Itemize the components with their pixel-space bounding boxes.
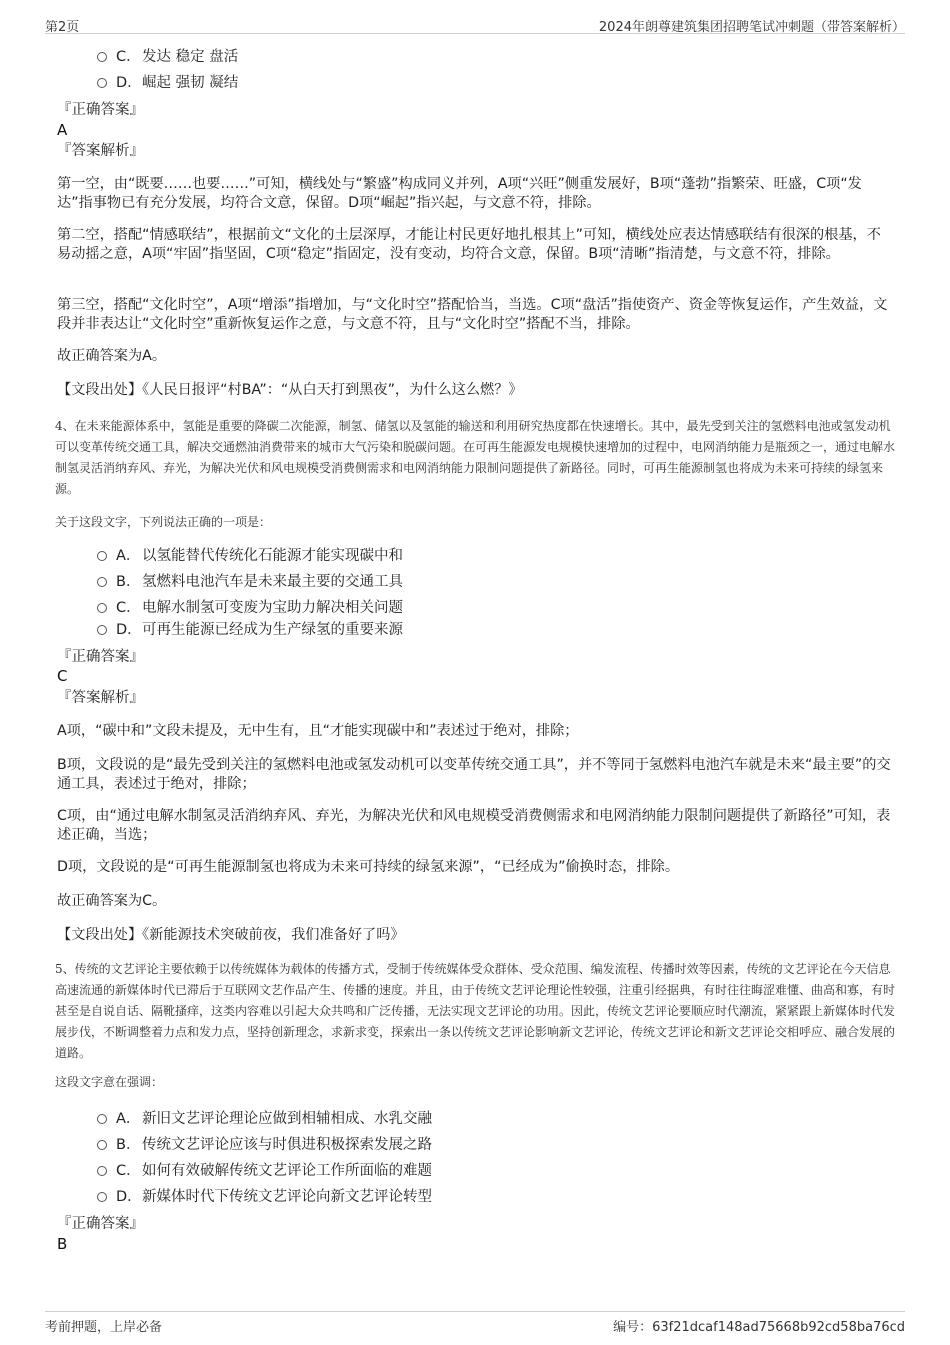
document-code-value: 63f21dcaf148ad75668b92cd58ba76cd <box>652 1320 905 1335</box>
radio-icon[interactable] <box>97 625 107 635</box>
q3-analysis-paragraph: 第三空，搭配“文化时空”，A项“增添”指增加，与“文化时空”搭配恰当，当选。C项“盘活”指使资产、资金等恢复运作，产生效益，文段并非表达让“文化时空”重新恢复运作之意，与文意不符，且与“文化时空”搭配不当，排除。 <box>57 297 888 332</box>
q4-analysis-label: 『答案解析』 <box>57 690 144 706</box>
radio-icon[interactable] <box>97 1192 107 1202</box>
q5-answer: B <box>57 1235 68 1253</box>
document-code-label: 编号： <box>613 1320 653 1335</box>
q4-option-b[interactable]: B． 氢燃料电池汽车是未来最主要的交通工具 <box>97 572 403 592</box>
q5-passage: 5、传统的文艺评论主要依赖于以传统媒体为载体的传播方式，受制于传统媒体受众群体、受众范围、编发流程、传播时效等因素，传统的文艺评论在今天信息高速流通的新媒体时代已滞后于互联网文艺作品产生、传播的速度。并且，由于传统文艺评论理论性较强，注重引经据典，有时往往晦涩难懂、曲高和寡，有时甚至是自说自话、隔靴搔痒，这类内容难以引起大众共鸣和广泛传播，无法实现文艺评论的功用。因此，传统文艺评论要顺应时代潮流，紧紧跟上新媒体时代发展步伐，不断调整着力点和发力点，坚持创新理念，求新求变，探索出一条以传统文艺评论影响新文艺评论，传统文艺评论和新文艺评论交相呼应、融合发展的道路。 <box>55 962 896 1060</box>
q3-analysis-paragraph: 第一空，由“既要……也要……”可知，横线处与“繁盛”构成同义并列，A项“兴旺”侧重发展好，B项“蓬勃”指繁荣、旺盛，C项“发达”指事物已有充分发展，均符合文意，保留。D项“崛起”指兴起，与文意不符，排除。 <box>57 176 862 211</box>
q3-option-d[interactable]: D．崛起 强韧 凝结 <box>97 73 238 93</box>
q4-prompt: 关于这段文字，下列说法正确的一项是： <box>55 515 272 529</box>
radio-icon[interactable] <box>97 1166 107 1176</box>
radio-icon[interactable] <box>97 577 107 587</box>
page-number: 第2页 <box>45 20 80 35</box>
q4-analysis-paragraph: B项，文段说的是“最先受到关注的氢燃料电池或氢发动机可以变革传统交通工具”，并不等同于氢燃料电池汽车就是未来“最主要”的交通工具，表述过于绝对，排除； <box>57 757 891 792</box>
q3-analysis-label: 『答案解析』 <box>57 143 144 159</box>
q3-source: 【文段出处】《人民日报评“村BA”：“从白天打到黑夜”，为什么这么燃？》 <box>57 382 523 398</box>
page-header <box>45 14 905 34</box>
q4-option-c[interactable]: C．电解水制氢可变废为宝助力解决相关问题 <box>97 598 403 618</box>
q5-option-d[interactable]: D．新媒体时代下传统文艺评论向新文艺评论转型 <box>97 1187 432 1207</box>
q4-analysis-paragraph: A项，“碳中和”文段未提及，无中生有，且“才能实现碳中和”表述过于绝对，排除； <box>57 723 579 739</box>
page-footer <box>45 1311 905 1335</box>
q5-prompt: 这段文字意在强调： <box>55 1075 164 1089</box>
q5-answer-label: 『正确答案』 <box>57 1216 144 1232</box>
radio-icon[interactable] <box>97 78 107 88</box>
radio-icon[interactable] <box>97 603 107 613</box>
radio-icon[interactable] <box>97 551 107 561</box>
q4-answer-label: 『正确答案』 <box>57 649 144 665</box>
q3-answer-label: 『正确答案』 <box>57 102 144 118</box>
q4-source: 【文段出处】《新能源技术突破前夜，我们准备好了吗》 <box>57 927 405 943</box>
q4-analysis-paragraph: D项，文段说的是“可再生能源制氢也将成为未来可持续的绿氢来源”，“已经成为”偷换时态，排除。 <box>57 859 680 875</box>
q3-option-c[interactable]: C．发达 稳定 盘活 <box>97 47 238 67</box>
radio-icon[interactable] <box>97 1114 107 1124</box>
footer-slogan: 考前押题，上岸必备 <box>45 1320 163 1335</box>
q4-passage: 4、在未来能源体系中，氢能是重要的降碳二次能源，制氢、储氢以及氢能的输送和利用研究热度都在快速增长。其中，最先受到关注的氢燃料电池或氢发动机可以变革传统交通工具，解决交通燃油消费带来的城市大气污染和脱碳问题。在可再生能源发电规模快速增加的过程中，电网消纳能力是瓶颈之一，通过电解水制氢灵活消纳弃风、弃光，为解决光伏和风电规模受消费侧需求和电网消纳能力限制问题提供了新路径。同时，可再生能源制氢也将成为未来可持续的绿氢来源。 <box>55 419 896 496</box>
q3-conclusion: 故正确答案为A。 <box>57 348 167 364</box>
q4-answer: C <box>57 667 68 685</box>
document-title: 2024年朗尊建筑集团招聘笔试冲刺题（带答案解析） <box>598 20 905 35</box>
q5-option-b[interactable]: B． 传统文艺评论应该与时俱进积极探索发展之路 <box>97 1135 432 1155</box>
q4-option-a[interactable]: A． 以氢能替代传统化石能源才能实现碳中和 <box>97 546 403 566</box>
q5-option-a[interactable]: A． 新旧文艺评论理论应做到相辅相成、水乳交融 <box>97 1109 432 1129</box>
q4-option-d[interactable]: D．可再生能源已经成为生产绿氢的重要来源 <box>97 620 403 640</box>
q4-analysis-paragraph: C项，由“通过电解水制氢灵活消纳弃风、弃光，为解决光伏和风电规模受消费侧需求和电网消纳能力限制问题提供了新路径”可知，表述正确，当选； <box>57 808 891 843</box>
q3-answer: A <box>57 121 68 139</box>
q5-option-c[interactable]: C．如何有效破解传统文艺评论工作所面临的难题 <box>97 1161 432 1181</box>
radio-icon[interactable] <box>97 52 107 62</box>
q4-conclusion: 故正确答案为C。 <box>57 893 167 909</box>
q3-analysis-paragraph: 第二空，搭配“情感联结”，根据前文“文化的土层深厚，才能让村民更好地扎根其上”可知，横线处应表达情感联结有很深的根基，不易动摇之意，A项“牢固”指坚固，C项“稳定”指固定，没有变动，均符合文意，保留。B项“清晰”指清楚，与文意不符，排除。 <box>57 227 881 262</box>
document-code <box>613 1316 905 1335</box>
radio-icon[interactable] <box>97 1140 107 1150</box>
